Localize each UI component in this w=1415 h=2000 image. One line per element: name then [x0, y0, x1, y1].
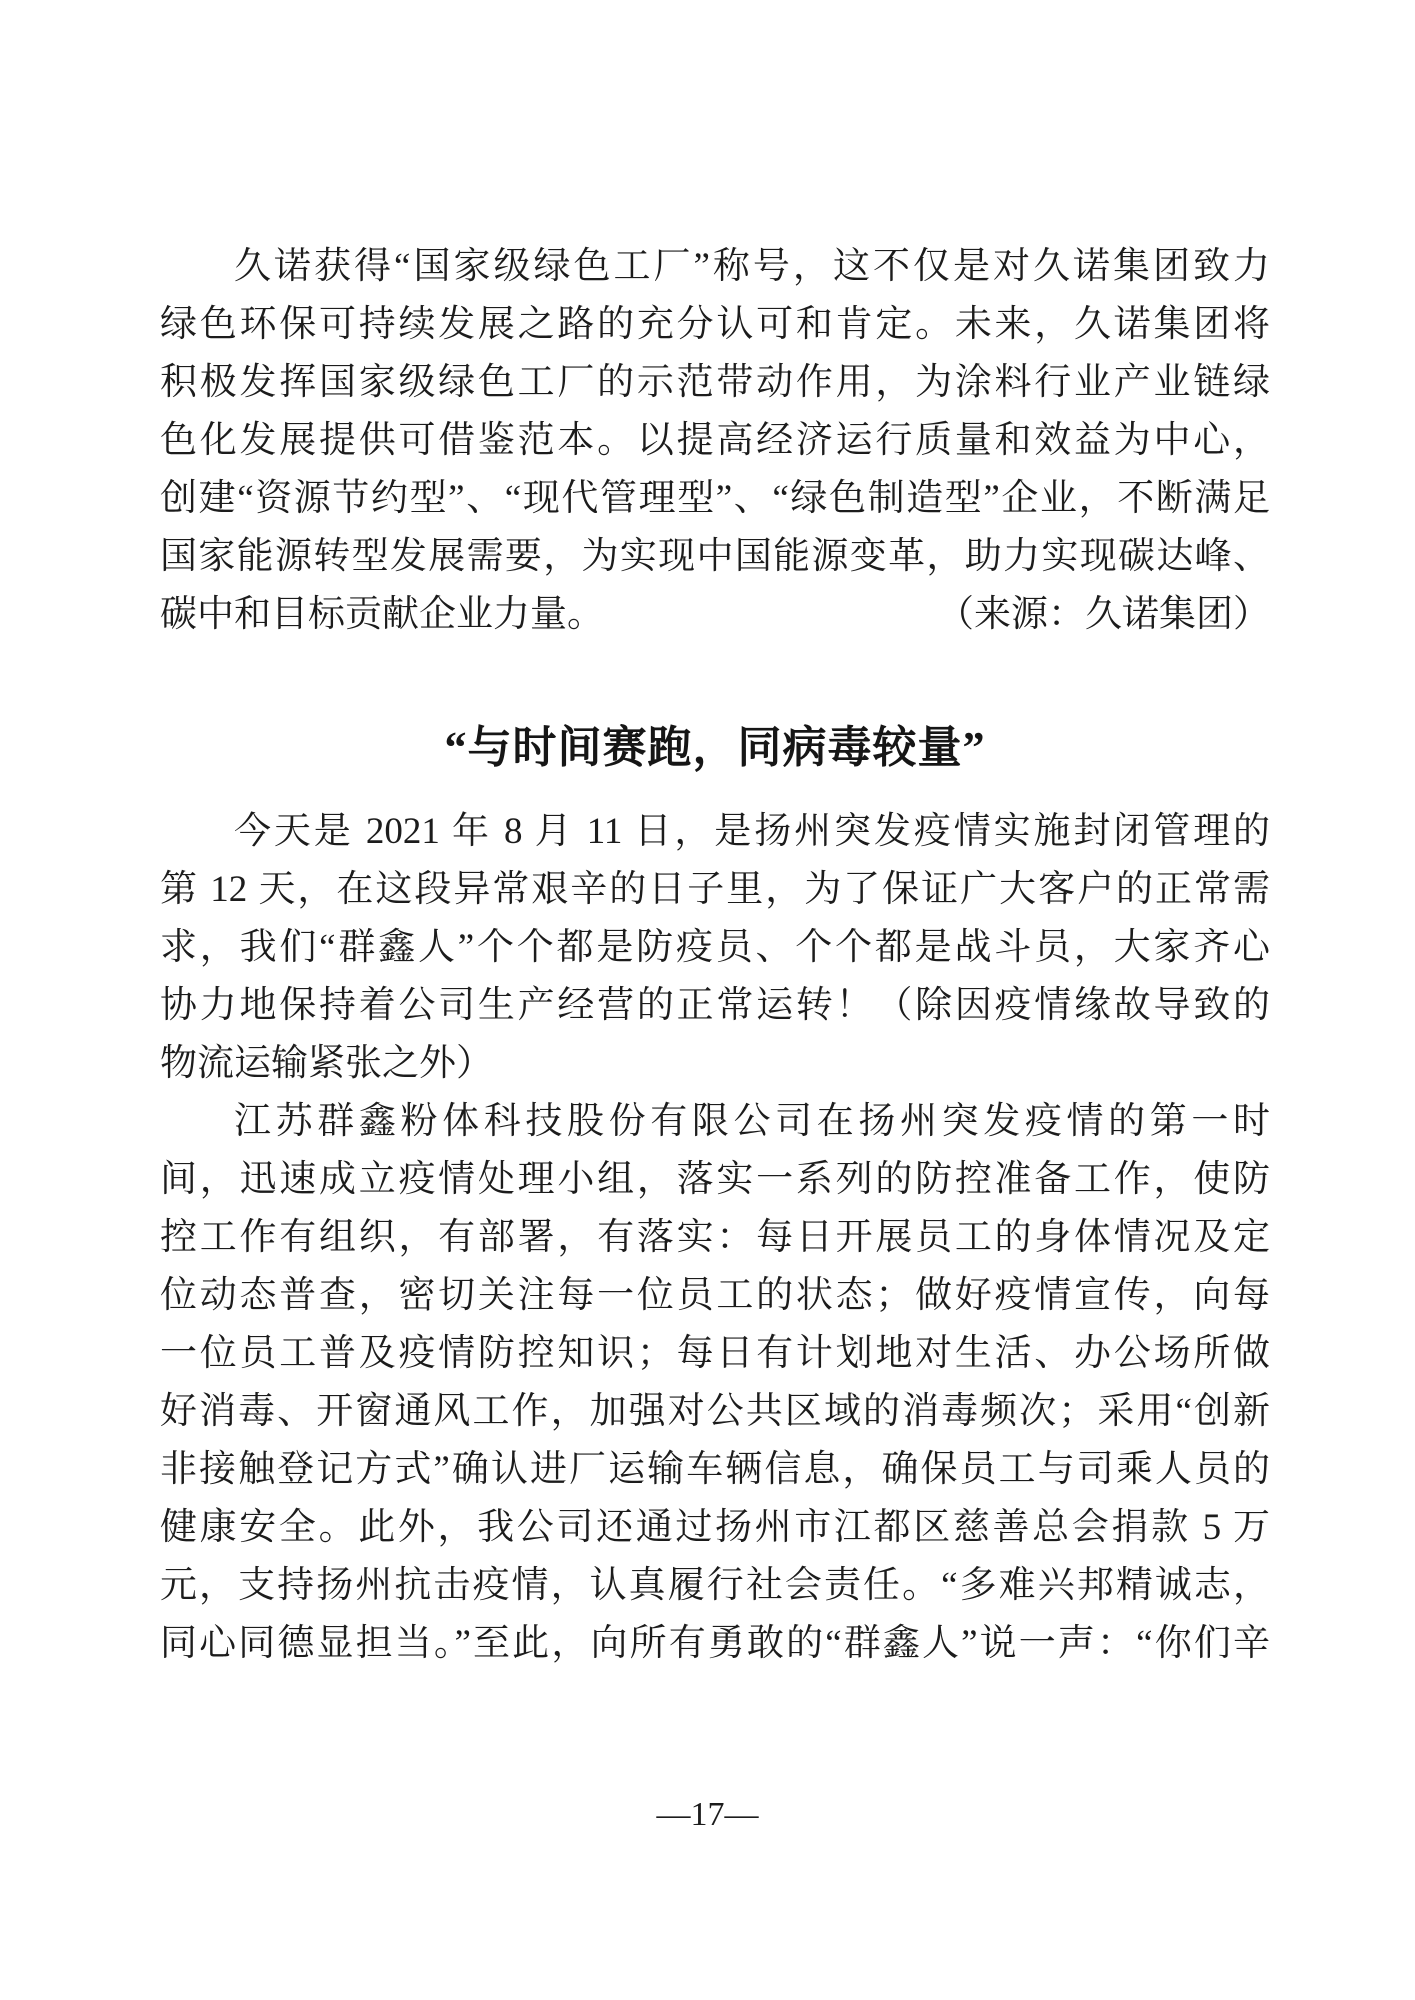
body-line: 色化发展提供可借鉴范本。以提高经济运行质量和效益为中心，: [160, 420, 1270, 461]
body-line: 求，我们“群鑫人”个个都是防疫员、个个都是战斗员，大家齐心: [160, 927, 1270, 968]
body-line: 同心同德显担当。”至此，向所有勇敢的“群鑫人”说一声：“你们辛: [160, 1623, 1270, 1664]
body-line: 元，支持扬州抗击疫情，认真履行社会责任。“多难兴邦精诚志，: [160, 1565, 1270, 1606]
page-content: [160, 238, 1270, 1673]
article-junuo-green-factory: [160, 238, 1270, 644]
body-line: 第 12 天，在这段异常艰辛的日子里，为了保证广大客户的正常需: [160, 869, 1270, 910]
body-line: 控工作有组织，有部署，有落实：每日开展员工的身体情况及定: [160, 1217, 1270, 1258]
body-line: 创建“资源节约型”、“现代管理型”、“绿色制造型”企业，不断满足: [160, 478, 1270, 519]
body-line: 间，迅速成立疫情处理小组，落实一系列的防控准备工作，使防: [160, 1159, 1270, 1200]
body-line: 位动态普查，密切关注每一位员工的状态；做好疫情宣传，向每: [160, 1275, 1270, 1316]
body-line: 国家能源转型发展需要，为实现中国能源变革，助力实现碳达峰、: [160, 536, 1270, 577]
article-title: “与时间赛跑，同病毒较量”: [444, 723, 986, 772]
body-line: 今天是 2021 年 8 月 11 日，是扬州突发疫情实施封闭管理的: [234, 811, 1270, 852]
body-line: 绿色环保可持续发展之路的充分认可和肯定。未来，久诺集团将: [160, 304, 1270, 345]
body-line: 积极发挥国家级绿色工厂的示范带动作用，为涂料行业产业链绿: [160, 362, 1270, 403]
body-line: 一位员工普及疫情防控知识；每日有计划地对生活、办公场所做: [160, 1333, 1270, 1374]
body-line: 物流运输紧张之外）: [160, 1043, 493, 1084]
body-line: 协力地保持着公司生产经营的正常运转！（除因疫情缘故导致的: [160, 985, 1270, 1026]
page-number: —17—: [656, 1796, 759, 1833]
body-line: 好消毒、开窗通风工作，加强对公共区域的消毒频次；采用“创新: [160, 1391, 1270, 1432]
source-attribution: （来源：久诺集团）: [937, 594, 1270, 635]
body-line: 江苏群鑫粉体科技股份有限公司在扬州突发疫情的第一时: [234, 1101, 1270, 1142]
body-line: [160, 586, 1270, 644]
body-line: 健康安全。此外，我公司还通过扬州市江都区慈善总会捐款 5 万: [160, 1507, 1270, 1548]
paragraph-closing-text: 碳中和目标贡献企业力量。: [160, 594, 604, 635]
article-epidemic-response: [160, 803, 1270, 1673]
body-line: 非接触登记方式”确认进厂运输车辆信息，确保员工与司乘人员的: [160, 1449, 1270, 1490]
body-line: 久诺获得“国家级绿色工厂”称号，这不仅是对久诺集团致力: [234, 246, 1270, 287]
